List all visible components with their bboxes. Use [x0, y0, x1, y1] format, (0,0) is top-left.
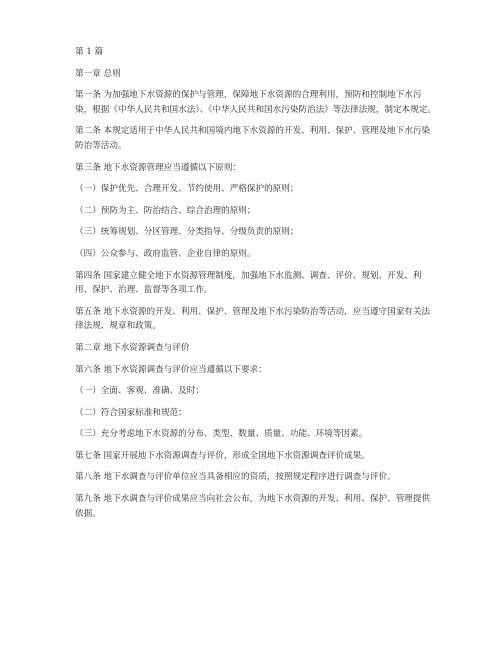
article-6-item-1: （一）全面、客观、准确、及时；	[75, 386, 204, 397]
article-2: 第二条 本规定适用于中华人民共和国境内地下水资源的开发、利用、保护、管理及地下水污染防治等活动。	[75, 126, 431, 151]
article-6-item-3: （三）充分考虑地下水资源的分布、类型、数量、质量、功能、环境等因素。	[75, 429, 368, 440]
chapter-2-heading: 第二章 地下水资源调查与评价	[75, 342, 190, 353]
article-1: 第一条 为加强地下水资源的保护与管理，保障地下水资源的合理利用，预防和控制地下水污染，根据《中华人民共和国水法》、《中华人民共和国水污染防治法》等法律法规，制定本规定。	[75, 90, 436, 115]
article-5: 第五条 地下水资源的开发、利用、保护、管理及地下水污染防治等活动，应当遵守国家有关法律法规、规章和政策。	[75, 306, 431, 332]
article-3-item-4: （四）公众参与、政府监管、企业自律的原则。	[75, 248, 256, 259]
article-3: 第三条 地下水资源管理应当遵循以下原则：	[75, 162, 242, 173]
article-4: 第四条 国家建立健全地下水资源管理制度，加强地下水监测、调查、评价、规划、开发、利用、保护、治理、监督等各项工作。	[75, 270, 422, 296]
article-7: 第七条 国家开展地下水资源调查与评价，形成全国地下水资源调查评价成果。	[75, 450, 370, 461]
article-6-item-2: （二）符合国家标准和规范；	[75, 407, 187, 418]
article-9: 第九条 地下水调查与评价成果应当向社会公布，为地下水资源的开发、利用、保护、管理提供依据。	[75, 494, 431, 519]
article-6: 第六条 地下水资源调查与评价应当遵循以下要求：	[75, 364, 267, 375]
article-3-item-1: （一）保护优先、合理开发、节约使用、严格保护的原则；	[75, 184, 299, 195]
document-body	[75, 45, 437, 528]
article-3-item-3: （三）统筹规划、分区管理、分类指导、分级负责的原则；	[75, 227, 299, 238]
document-part-title: 第 1 篇	[75, 47, 104, 57]
article-8: 第八条 地下水调查与评价单位应当具备相应的资质，按照规定程序进行调查与评价。	[75, 472, 396, 483]
article-3-item-2: （二）预防为主、防治结合、综合治理的原则；	[75, 205, 256, 216]
chapter-1-heading: 第一章 总则	[75, 68, 121, 79]
